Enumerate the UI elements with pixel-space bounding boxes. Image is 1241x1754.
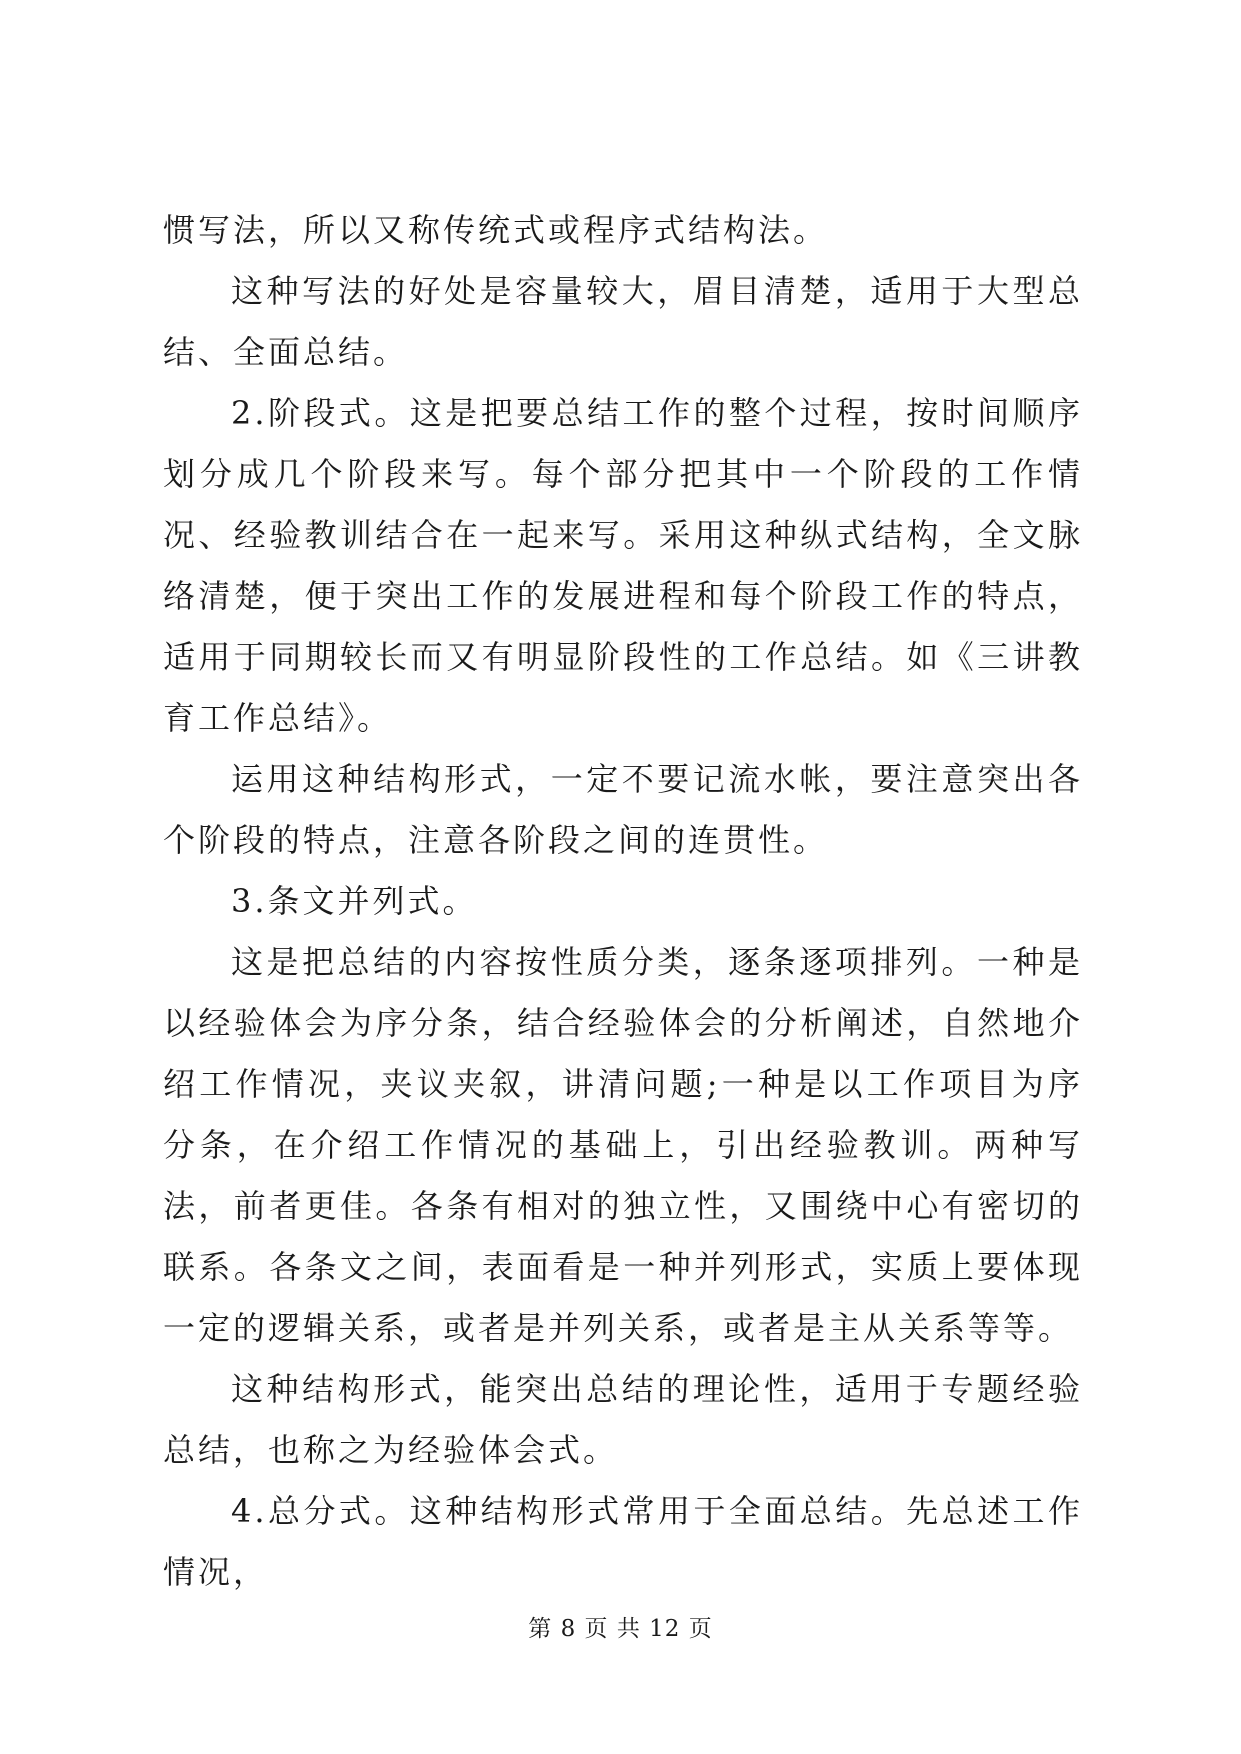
document-body xyxy=(163,200,1083,1603)
paragraph: 这种写法的好处是容量较大，眉目清楚，适用于大型总结、全面总结。 xyxy=(163,272,1083,371)
paragraph: 2.阶段式。这是把要总结工作的整个过程，按时间顺序划分成几个阶段来写。每个部分把其中一个阶段的工作情况、经验教训结合在一起来写。采用这种纵式结构，全文脉络清楚，便于突出工作的发展进程和每个阶段工作的特点，适用于同期较长而又有明显阶段性的工作总结。如《三讲教育工作总结》。 xyxy=(163,394,1083,737)
paragraph: 这种结构形式，能突出总结的理论性，适用于专题经验总结，也称之为经验体会式。 xyxy=(163,1370,1083,1469)
paragraph: 惯写法，所以又称传统式或程序式结构法。 xyxy=(163,211,829,249)
page-number-footer: 第 8 页 共 12 页 xyxy=(528,1616,713,1642)
paragraph: 运用这种结构形式，一定不要记流水帐，要注意突出各个阶段的特点，注意各阶段之间的连贯性。 xyxy=(163,760,1083,859)
paragraph: 这是把总结的内容按性质分类，逐条逐项排列。一种是以经验体会为序分条，结合经验体会的分析阐述，自然地介绍工作情况，夹议夹叙，讲清问题;一种是以工作项目为序分条，在介绍工作情况的基础上，引出经验教训。两种写法，前者更佳。各条有相对的独立性，又围绕中心有密切的联系。各条文之间，表面看是一种并列形式，实质上要体现一定的逻辑关系，或者是并列关系，或者是主从关系等等。 xyxy=(163,943,1083,1347)
section-heading: 3.条文并列式。 xyxy=(231,882,478,920)
paragraph: 4.总分式。这种结构形式常用于全面总结。先总述工作情况， xyxy=(163,1492,1083,1591)
